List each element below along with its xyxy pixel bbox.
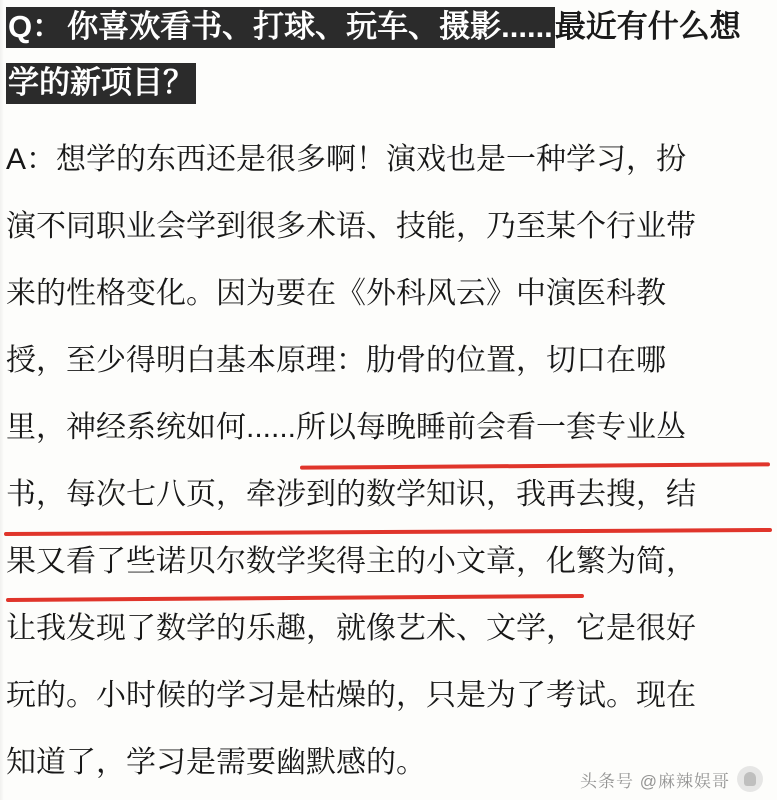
answer-line: 授，至少得明白基本原理：肋骨的位置，切口在哪 bbox=[6, 344, 666, 377]
question-line-2-highlight: 学的新项目？ bbox=[6, 63, 196, 104]
watermark-text: 头条号 @麻辣娱哥 bbox=[580, 771, 730, 791]
question-prefix: Q： bbox=[6, 7, 65, 48]
answer-line: 知道了，学习是需要幽默感的。 bbox=[6, 746, 426, 779]
answer-block bbox=[0, 126, 777, 796]
answer-line: A：想学的东西还是很多啊！演戏也是一种学习，扮 bbox=[6, 143, 687, 176]
question-line-1 bbox=[6, 2, 741, 52]
answer-line: 来的性格变化。因为要在《外科风云》中演医科教 bbox=[6, 277, 666, 310]
watermark bbox=[580, 766, 763, 792]
answer-line: 玩的。小时候的学习是枯燥的，只是为了考试。现在 bbox=[6, 679, 696, 712]
question-line-2 bbox=[6, 58, 196, 108]
answer-line: 里，神经系统如何......所以每晚睡前会看一套专业丛 bbox=[6, 411, 687, 444]
answer-line: 演不同职业会学到很多术语、技能，乃至某个行业带 bbox=[6, 210, 696, 243]
question-line-1-plain: 最近有什么想 bbox=[554, 9, 741, 44]
avatar-icon bbox=[737, 766, 763, 792]
answer-line: 书，每次七八页，牵涉到的数学知识，我再去搜，结 bbox=[6, 478, 696, 511]
question-line-1-highlight: 你喜欢看书、打球、玩车、摄影...... bbox=[65, 7, 555, 48]
answer-line: 果又看了些诺贝尔数学奖得主的小文章，化繁为简， bbox=[6, 545, 696, 578]
answer-line: 让我发现了数学的乐趣，就像艺术、文学，它是很好 bbox=[6, 612, 696, 645]
